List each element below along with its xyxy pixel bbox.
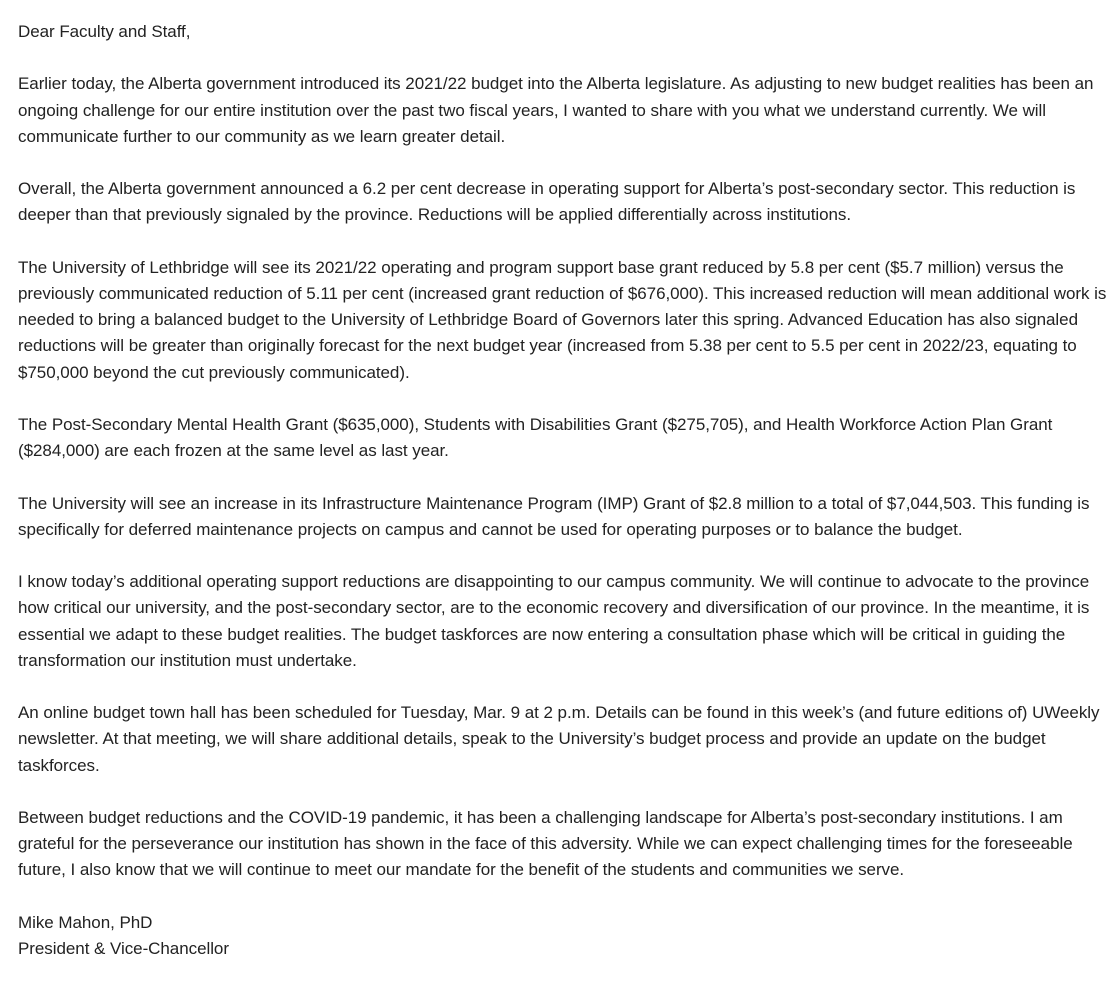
paragraph-town-hall: An online budget town hall has been scheduled for Tuesday, Mar. 9 at 2 p.m. Details can be found in this week’s (and future editions of) UWeekly newsletter. At that meeting, we will share additional details, speak to the University’s budget process and provide an update on the budget taskforces. xyxy=(18,703,1100,775)
paragraph-closing: Between budget reductions and the COVID-19 pandemic, it has been a challenging landscape for Alberta’s post-secondary institutions. I am grateful for the perseverance our institution has shown in the face of this adversity. While we can expect challenging times for the foreseeable future, I also know that we will continue to meet our mandate for the benefit of the students and communities we serve. xyxy=(18,807,1073,880)
greeting: Dear Faculty and Staff, xyxy=(18,22,191,41)
signature-name: Mike Mahon, PhD xyxy=(18,912,153,932)
paragraph-advocacy: I know today’s additional operating support reductions are disappointing to our campus community. We will continue to advocate to the province how critical our university, and the post-secondary sector, are to the economic recovery and diversification of our province. In the meantime, it is essential we adapt to these budget realities. The budget taskforces are now entering a consultation phase which will be critical in guiding the transformation our institution must undertake. xyxy=(18,572,1090,670)
paragraph-lethbridge-grant: The University of Lethbridge will see its 2021/22 operating and program support base grant reduced by 5.8 per cent ($5.7 million) versus the previously communicated reduction of 5.11 per cent (increased grant reduction of $676,000). This increased reduction will mean additional work is needed to bring a balanced budget to the University of Lethbridge Board of Governors later this spring. Advanced Education has also signaled reductions will be greater than originally forecast for the next budget year (increased from 5.38 per cent to 5.5 per cent in 2022/23, equating to $750,000 beyond the cut previously communicated). xyxy=(18,257,1107,382)
paragraph-imp-grant: The University will see an increase in its Infrastructure Maintenance Program (IMP) Grant of $2.8 million to a total of $7,044,503. This funding is specifically for deferred maintenance projects on campus and cannot be used for operating purposes or to balance the budget. xyxy=(18,493,1090,539)
paragraph-sector-decrease: Overall, the Alberta government announced a 6.2 per cent decrease in operating support for Alberta’s post-secondary sector. This reduction is deeper than that previously signaled by the province. Reductions will be applied differentially across institutions. xyxy=(18,179,1076,225)
paragraph-frozen-grants: The Post-Secondary Mental Health Grant ($635,000), Students with Disabilities Grant ($275,705), and Health Workforce Action Plan Grant ($284,000) are each frozen at the same level as last year. xyxy=(18,414,1053,461)
signature-title: President & Vice-Chancellor xyxy=(18,938,229,958)
paragraph-budget-intro: Earlier today, the Alberta government introduced its 2021/22 budget into the Alberta legislature. As adjusting to new budget realities has been an ongoing challenge for our entire institution over the past two fiscal years, I wanted to share with you what we understand currently. We will communicate further to our community as we learn greater detail. xyxy=(18,74,1094,146)
email-body xyxy=(18,19,1112,962)
